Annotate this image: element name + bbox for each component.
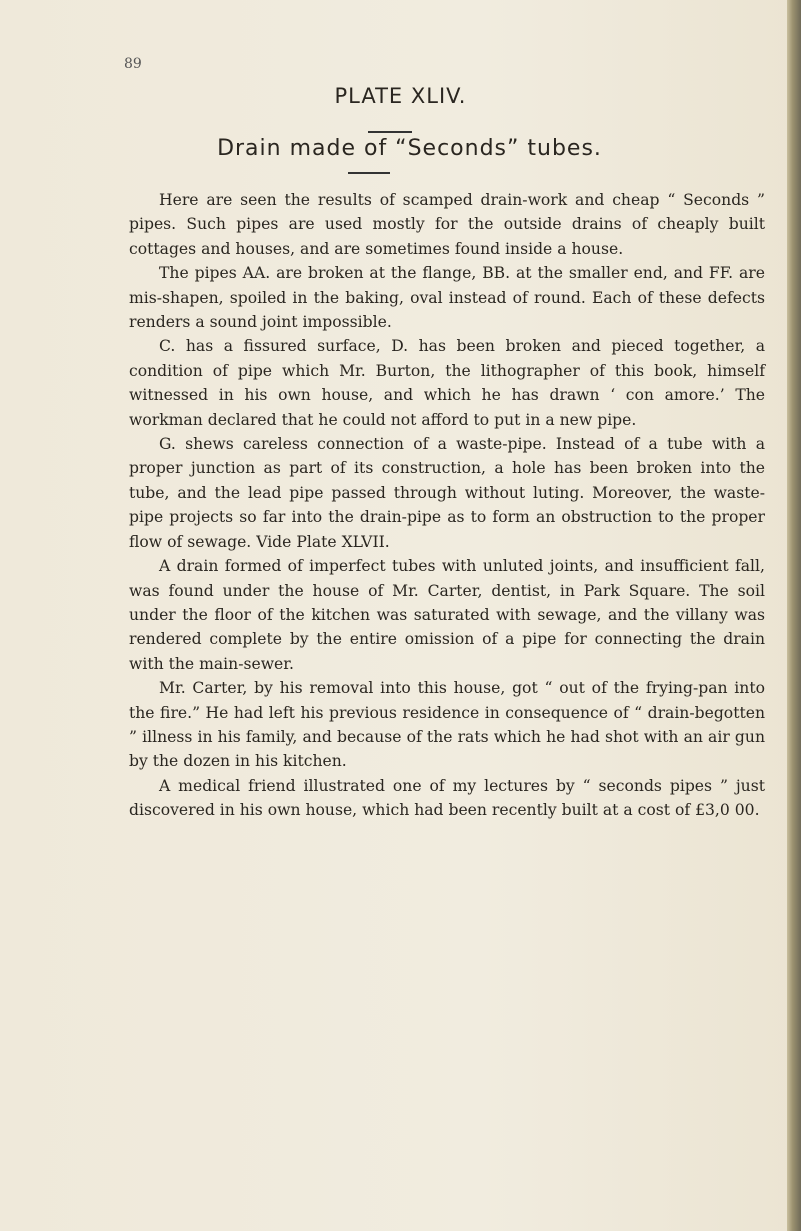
paragraph: G. shews careless connection of a waste-pipe. Instead of a tube with a proper junction as part of its construction, a hole has been broken into the tube, and the lead pipe passed through without luting. Moreover, the waste-pipe projects so far into the drain-pipe as to form an obstruction to the proper flow of sewage. Vide Plate XLVII. <box>129 435 765 551</box>
paragraph: Here are seen the results of scamped drain-work and cheap “ Seconds ” pipes. Such pipes are used mostly for the outside drains of cheaply built cottages and houses, and are sometimes found inside a house. <box>129 191 765 258</box>
page-edge <box>787 0 801 1231</box>
paragraph: C. has a fissured surface, D. has been broken and pieced together, a condition of pipe which Mr. Burton, the lithographer of this book, himself witnessed in his own house, and which he has drawn ‘ con amore.’ The workman declared that he could not afford to put in a new pipe. <box>129 337 765 429</box>
paragraph: A drain formed of imperfect tubes with unluted joints, and insufficient fall, was found under the house of Mr. Carter, dentist, in Park Square. The soil under the floor of the kitchen was saturated with sewage, and the villany was rendered complete by the entire omission of a pipe for connecting the drain with the main-sewer. <box>129 557 765 673</box>
page-heading: Drain made of “Seconds” tubes. <box>217 136 602 161</box>
plate-title: PLATE XLIV. <box>334 84 467 108</box>
body-text <box>129 188 765 823</box>
paragraph: Mr. Carter, by his removal into this house, got “ out of the frying-pan into the fire.” He had left his previous residence in consequence of “ drain-begotten ” illness in his family, and because of the rats which he had shot with an air gun by the dozen in his kitchen. <box>129 679 765 771</box>
paragraph: The pipes AA. are broken at the flange, BB. at the smaller end, and FF. are mis-shapen, spoiled in the baking, oval instead of round. Each of these defects renders a sound joint impossible. <box>129 264 765 332</box>
paragraph: A medical friend illustrated one of my lectures by “ seconds pipes ” just discovered in his own house, which had been recently built at a cost of £3,0 00. <box>129 776 765 820</box>
title-divider <box>368 131 412 133</box>
page-number: 89 <box>124 56 142 72</box>
heading-divider <box>348 172 390 174</box>
